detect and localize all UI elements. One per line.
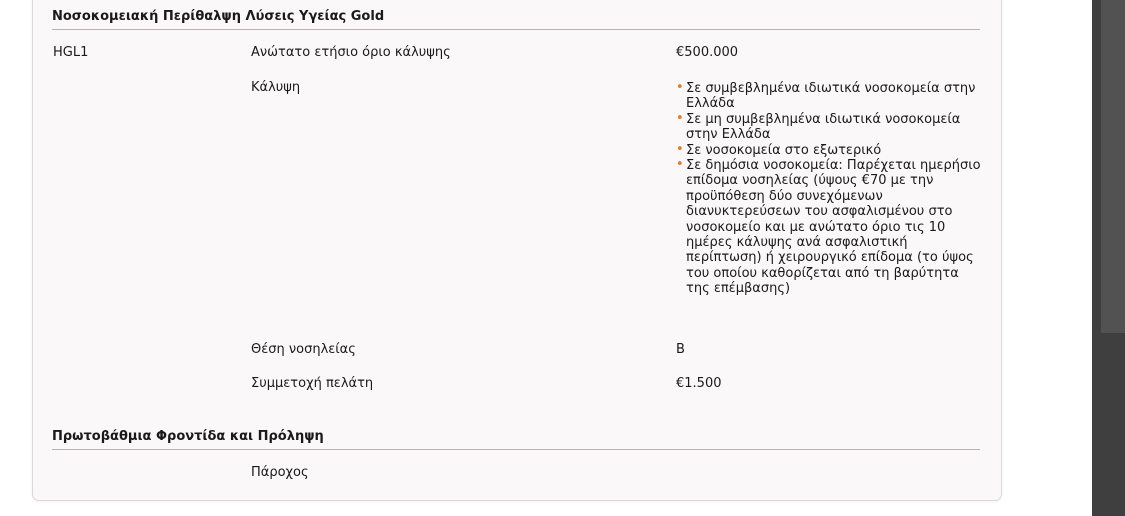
bullet-dot-icon: • bbox=[676, 80, 684, 95]
label-annual-limit: Ανώτατο ετήσιο όριο κάλυψης bbox=[251, 45, 451, 60]
coverage-item: • Σε νοσοκομεία στο εξωτερικό bbox=[676, 141, 882, 158]
label-room-class: Θέση νοσηλείας bbox=[251, 342, 356, 357]
value-annual-limit: €500.000 bbox=[676, 45, 739, 60]
bullet-dot-icon: • bbox=[676, 141, 684, 157]
bullet-dot-icon: • bbox=[676, 110, 684, 126]
value-client-deductible: €1.500 bbox=[676, 376, 722, 391]
coverage-list bbox=[676, 81, 986, 297]
coverage-item: • Σε δημόσια νοσοκομεία: Παρέχεται ημερήσιο επίδομα νοσηλείας (ύψους €70 με την προϋπόθεση δύο συνεχόμενων διανυκτερεύσεων του ασφαλισμένου στο νοσοκομείο και με ανώτατο όριο τις 10 ημέρες κάλυψης ανά ασφαλιστική περίπτωση) ή χειρουργικό επίδομα (το ύψος του οποίου καθορίζεται από τη βαρύτητα της επέμβασης) bbox=[676, 157, 981, 297]
section-title-hospital-care: Νοσοκομειακή Περίθαλψη Λύσεις Υγείας Gold bbox=[52, 9, 980, 30]
label-provider: Πάροχος bbox=[251, 465, 309, 480]
section-title-primary-care: Πρωτοβάθμια Φροντίδα και Πρόληψη bbox=[52, 429, 980, 450]
label-coverage: Κάλυψη bbox=[251, 80, 301, 95]
label-client-deductible: Συμμετοχή πελάτη bbox=[251, 376, 374, 391]
coverage-item: • Σε μη συμβεβλημένα ιδιωτικά νοσοκομεία στην Ελλάδα bbox=[676, 110, 961, 143]
coverage-item: • Σε συμβεβλημένα ιδιωτικά νοσοκομεία στην Ελλάδα bbox=[676, 80, 976, 112]
value-room-class: Β bbox=[676, 342, 685, 357]
bullet-dot-icon: • bbox=[676, 157, 684, 173]
scrollbar-thumb[interactable] bbox=[1101, 0, 1125, 333]
plan-code: HGL1 bbox=[53, 45, 89, 60]
